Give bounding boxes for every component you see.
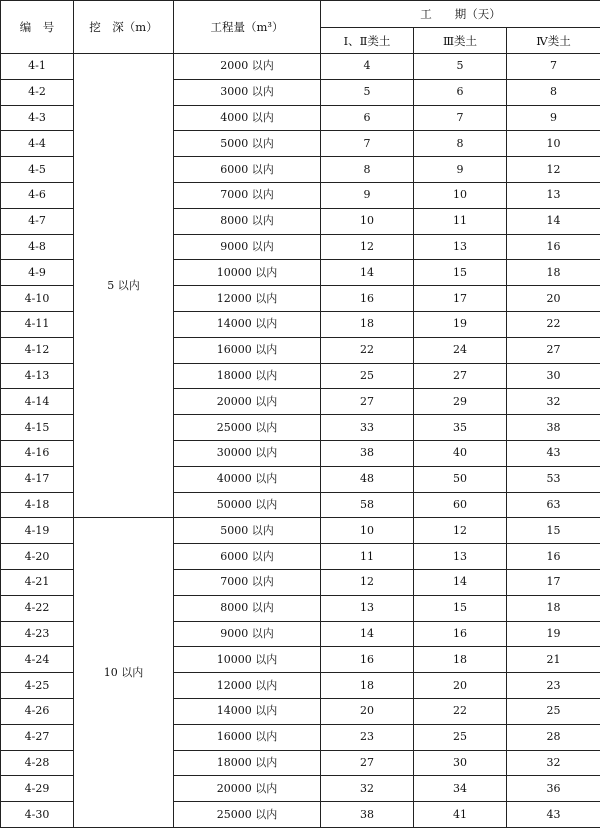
- row-soil-4: 25: [507, 698, 600, 724]
- row-volume: 8000 以内: [174, 595, 321, 621]
- row-code: 4-19: [1, 518, 74, 544]
- row-code: 4-8: [1, 234, 74, 260]
- row-code: 4-7: [1, 208, 74, 234]
- row-code: 4-21: [1, 569, 74, 595]
- table-row: [1, 518, 600, 544]
- row-soil-1-2: 16: [321, 647, 414, 673]
- row-soil-4: 43: [507, 802, 600, 828]
- row-code: 4-22: [1, 595, 74, 621]
- row-volume: 7000 以内: [174, 569, 321, 595]
- row-soil-4: 22: [507, 311, 600, 337]
- row-soil-1-2: 6: [321, 105, 414, 131]
- row-soil-4: 16: [507, 234, 600, 260]
- row-soil-1-2: 7: [321, 131, 414, 157]
- header-soil-1-2: Ⅰ、Ⅱ类土: [321, 28, 414, 54]
- row-soil-1-2: 14: [321, 260, 414, 286]
- row-volume: 14000 以内: [174, 698, 321, 724]
- row-soil-3: 15: [414, 595, 507, 621]
- row-soil-3: 12: [414, 518, 507, 544]
- row-code: 4-26: [1, 698, 74, 724]
- row-volume: 14000 以内: [174, 311, 321, 337]
- row-code: 4-30: [1, 802, 74, 828]
- row-soil-3: 10: [414, 182, 507, 208]
- row-soil-1-2: 18: [321, 311, 414, 337]
- row-soil-1-2: 48: [321, 466, 414, 492]
- row-soil-4: 32: [507, 389, 600, 415]
- row-code: 4-23: [1, 621, 74, 647]
- row-volume: 5000 以内: [174, 131, 321, 157]
- row-code: 4-14: [1, 389, 74, 415]
- row-code: 4-10: [1, 286, 74, 312]
- row-volume: 16000 以内: [174, 724, 321, 750]
- row-soil-4: 43: [507, 440, 600, 466]
- row-soil-3: 25: [414, 724, 507, 750]
- row-soil-4: 12: [507, 157, 600, 183]
- row-soil-3: 30: [414, 750, 507, 776]
- row-volume: 18000 以内: [174, 750, 321, 776]
- row-soil-3: 50: [414, 466, 507, 492]
- row-code: 4-18: [1, 492, 74, 518]
- row-volume: 25000 以内: [174, 802, 321, 828]
- row-soil-1-2: 5: [321, 79, 414, 105]
- row-soil-4: 23: [507, 673, 600, 699]
- row-code: 4-29: [1, 776, 74, 802]
- table-header: [1, 1, 600, 54]
- row-soil-4: 30: [507, 363, 600, 389]
- row-soil-3: 34: [414, 776, 507, 802]
- row-soil-4: 53: [507, 466, 600, 492]
- table-body: [1, 54, 600, 828]
- row-soil-3: 18: [414, 647, 507, 673]
- row-volume: 3000 以内: [174, 79, 321, 105]
- row-soil-4: 63: [507, 492, 600, 518]
- row-soil-1-2: 12: [321, 234, 414, 260]
- row-depth: 5 以内: [74, 54, 174, 518]
- row-code: 4-1: [1, 54, 74, 80]
- row-soil-1-2: 38: [321, 440, 414, 466]
- header-period: 工 期（天）: [321, 1, 600, 28]
- header-code: 编 号: [1, 1, 74, 54]
- row-soil-4: 10: [507, 131, 600, 157]
- row-soil-3: 60: [414, 492, 507, 518]
- row-code: 4-15: [1, 415, 74, 441]
- row-soil-1-2: 12: [321, 569, 414, 595]
- header-soil-3: Ⅲ类土: [414, 28, 507, 54]
- row-soil-3: 7: [414, 105, 507, 131]
- row-soil-1-2: 20: [321, 698, 414, 724]
- row-volume: 25000 以内: [174, 415, 321, 441]
- header-depth: 挖 深（m）: [74, 1, 174, 54]
- row-volume: 12000 以内: [174, 673, 321, 699]
- row-volume: 16000 以内: [174, 337, 321, 363]
- row-soil-3: 9: [414, 157, 507, 183]
- row-soil-3: 5: [414, 54, 507, 80]
- row-code: 4-4: [1, 131, 74, 157]
- row-soil-3: 11: [414, 208, 507, 234]
- row-soil-1-2: 27: [321, 389, 414, 415]
- row-soil-3: 13: [414, 544, 507, 570]
- row-soil-3: 15: [414, 260, 507, 286]
- row-soil-4: 8: [507, 79, 600, 105]
- row-code: 4-5: [1, 157, 74, 183]
- row-soil-3: 27: [414, 363, 507, 389]
- row-soil-1-2: 38: [321, 802, 414, 828]
- row-volume: 6000 以内: [174, 157, 321, 183]
- row-soil-4: 15: [507, 518, 600, 544]
- row-volume: 10000 以内: [174, 647, 321, 673]
- row-soil-4: 18: [507, 595, 600, 621]
- row-soil-4: 18: [507, 260, 600, 286]
- header-volume: 工程量（m³）: [174, 1, 321, 54]
- row-soil-1-2: 25: [321, 363, 414, 389]
- row-soil-3: 8: [414, 131, 507, 157]
- row-soil-4: 14: [507, 208, 600, 234]
- row-soil-3: 22: [414, 698, 507, 724]
- row-soil-1-2: 4: [321, 54, 414, 80]
- row-code: 4-11: [1, 311, 74, 337]
- row-code: 4-12: [1, 337, 74, 363]
- row-volume: 30000 以内: [174, 440, 321, 466]
- row-volume: 5000 以内: [174, 518, 321, 544]
- row-code: 4-13: [1, 363, 74, 389]
- row-soil-1-2: 10: [321, 208, 414, 234]
- row-soil-3: 17: [414, 286, 507, 312]
- row-soil-1-2: 23: [321, 724, 414, 750]
- row-code: 4-27: [1, 724, 74, 750]
- row-soil-3: 35: [414, 415, 507, 441]
- row-volume: 10000 以内: [174, 260, 321, 286]
- row-code: 4-24: [1, 647, 74, 673]
- row-code: 4-28: [1, 750, 74, 776]
- row-volume: 20000 以内: [174, 389, 321, 415]
- row-volume: 2000 以内: [174, 54, 321, 80]
- row-soil-3: 14: [414, 569, 507, 595]
- row-code: 4-6: [1, 182, 74, 208]
- row-volume: 7000 以内: [174, 182, 321, 208]
- row-soil-1-2: 32: [321, 776, 414, 802]
- row-volume: 50000 以内: [174, 492, 321, 518]
- row-soil-4: 7: [507, 54, 600, 80]
- row-soil-1-2: 58: [321, 492, 414, 518]
- row-soil-1-2: 27: [321, 750, 414, 776]
- row-code: 4-3: [1, 105, 74, 131]
- row-volume: 9000 以内: [174, 621, 321, 647]
- row-code: 4-17: [1, 466, 74, 492]
- row-soil-1-2: 8: [321, 157, 414, 183]
- row-soil-1-2: 10: [321, 518, 414, 544]
- row-soil-4: 32: [507, 750, 600, 776]
- header-soil-4: Ⅳ类土: [507, 28, 600, 54]
- row-soil-1-2: 16: [321, 286, 414, 312]
- row-volume: 40000 以内: [174, 466, 321, 492]
- row-volume: 18000 以内: [174, 363, 321, 389]
- row-soil-3: 40: [414, 440, 507, 466]
- row-code: 4-2: [1, 79, 74, 105]
- table-row: [1, 54, 600, 80]
- row-soil-1-2: 33: [321, 415, 414, 441]
- row-code: 4-20: [1, 544, 74, 570]
- row-soil-4: 28: [507, 724, 600, 750]
- row-soil-3: 6: [414, 79, 507, 105]
- row-soil-3: 29: [414, 389, 507, 415]
- row-code: 4-16: [1, 440, 74, 466]
- row-volume: 4000 以内: [174, 105, 321, 131]
- row-volume: 6000 以内: [174, 544, 321, 570]
- row-soil-1-2: 14: [321, 621, 414, 647]
- row-soil-3: 16: [414, 621, 507, 647]
- row-soil-1-2: 18: [321, 673, 414, 699]
- row-soil-3: 13: [414, 234, 507, 260]
- row-soil-3: 41: [414, 802, 507, 828]
- row-soil-4: 19: [507, 621, 600, 647]
- row-soil-4: 38: [507, 415, 600, 441]
- row-soil-4: 9: [507, 105, 600, 131]
- row-code: 4-9: [1, 260, 74, 286]
- row-soil-1-2: 9: [321, 182, 414, 208]
- row-soil-4: 17: [507, 569, 600, 595]
- row-soil-4: 16: [507, 544, 600, 570]
- row-volume: 8000 以内: [174, 208, 321, 234]
- row-soil-3: 19: [414, 311, 507, 337]
- row-soil-4: 27: [507, 337, 600, 363]
- row-soil-3: 24: [414, 337, 507, 363]
- row-volume: 20000 以内: [174, 776, 321, 802]
- row-soil-1-2: 13: [321, 595, 414, 621]
- row-soil-4: 21: [507, 647, 600, 673]
- row-code: 4-25: [1, 673, 74, 699]
- row-soil-1-2: 22: [321, 337, 414, 363]
- row-soil-4: 13: [507, 182, 600, 208]
- row-soil-1-2: 11: [321, 544, 414, 570]
- row-soil-3: 20: [414, 673, 507, 699]
- row-soil-4: 36: [507, 776, 600, 802]
- row-depth: 10 以内: [74, 518, 174, 828]
- row-soil-4: 20: [507, 286, 600, 312]
- row-volume: 12000 以内: [174, 286, 321, 312]
- row-volume: 9000 以内: [174, 234, 321, 260]
